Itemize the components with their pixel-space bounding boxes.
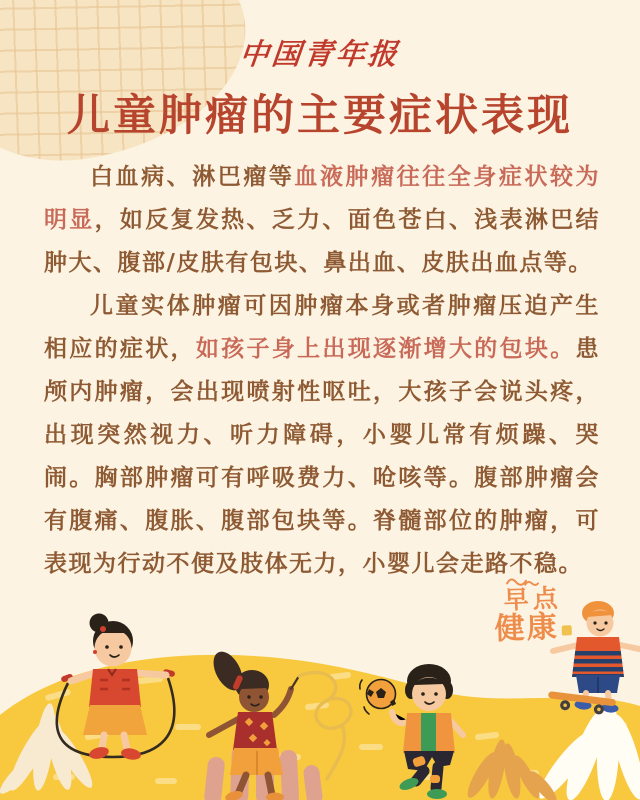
badge-line1: 早点 — [503, 583, 563, 615]
p1-text-a: 白血病、淋巴瘤等 — [90, 164, 295, 190]
p1-text-b: ，如反复发热、乏力、面色苍白、浅表淋巴结肿大、腹部/皮肤有包块、鼻出血、皮肤出血点等。 — [44, 207, 601, 276]
p2-text-b: 患颅内肿瘤，会出现喷射性呕吐，大孩子会说头疼，出现突然视力、听力障碍，小婴儿常有烦躁、哭闹。胸部肿瘤可有呼吸费力、呛咳等。腹部肿瘤会有腹痛、腹胀、腹部包块等。脊髓部位的肿瘤，可表现为行动不便及肢体无力，小婴儿会走路不稳。 — [44, 336, 601, 577]
article-body — [44, 156, 600, 586]
p2-text-a: 儿童实体肿瘤可因肿瘤本身或者肿瘤压迫产生相应的症状， — [44, 293, 600, 362]
newspaper-logo — [0, 32, 640, 73]
brand-badge — [493, 572, 605, 645]
newspaper-logo-text: 中国青年报 — [238, 37, 402, 71]
p1-highlight: 血液肿瘤往往全身症状较为明显 — [44, 164, 601, 233]
p2-highlight: 如孩子身上出现逐渐增大的包块。 — [195, 336, 576, 362]
poster-title: 儿童肿瘤的主要症状表现 — [67, 91, 573, 141]
badge-line2: 健康 — [494, 611, 605, 645]
paragraph-1 — [44, 156, 600, 285]
badge-seal — [562, 625, 572, 635]
paragraph-2 — [44, 285, 600, 586]
